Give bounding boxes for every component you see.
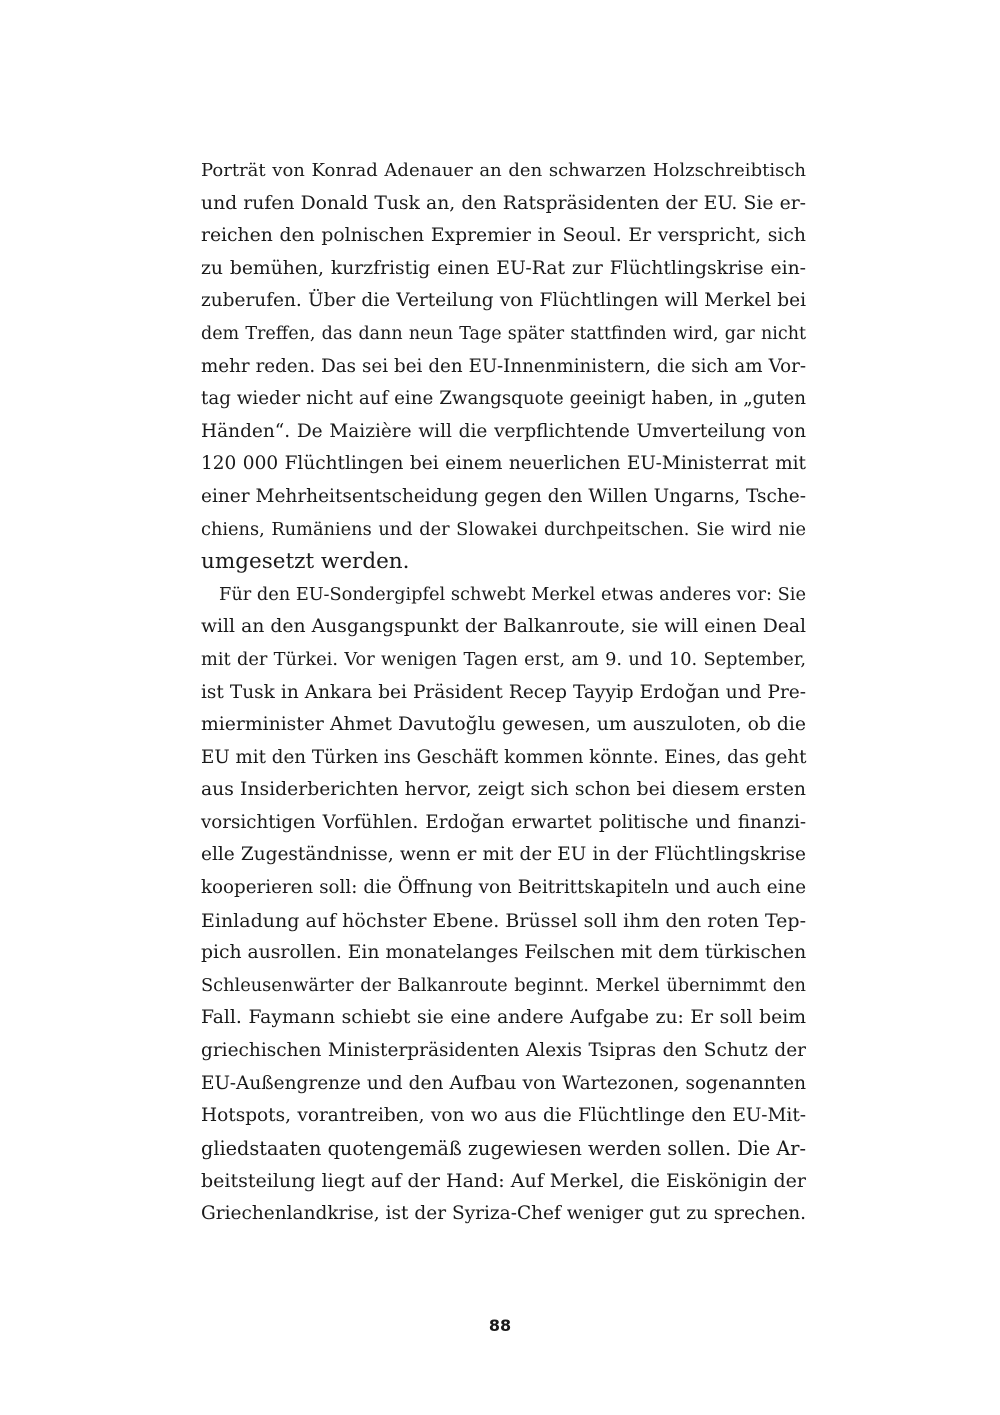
text-line: 120 000 Flüchtlingen bei einem neuerlichen EU-Ministerrat mit <box>201 453 806 475</box>
text-line: EU-Außengrenze und den Aufbau von Wartezonen, sogenannten <box>201 1072 806 1094</box>
text-line: dem Treffen, das dann neun Tage später stattfinden wird, gar nicht <box>201 323 806 344</box>
text-line: griechischen Ministerpräsidenten Alexis Tsipras den Schutz der <box>201 1040 806 1062</box>
text-line: Schleusenwärter der Balkanroute beginnt. Merkel übernimmt den <box>201 975 806 996</box>
text-line: und rufen Donald Tusk an, den Ratspräsidenten der EU. Sie er- <box>201 192 806 214</box>
text-line: ist Tusk in Ankara bei Präsident Recep Tayyip Erdoğan und Pre- <box>201 681 806 703</box>
text-line: Fall. Faymann schiebt sie eine andere Aufgabe zu: Er soll beim <box>201 1007 806 1029</box>
text-line: will an den Ausgangspunkt der Balkanroute, sie will einen Deal <box>201 616 806 638</box>
text-line: zu bemühen, kurzfristig einen EU-Rat zur Flüchtlingskrise ein- <box>201 257 806 279</box>
text-line: aus Insiderberichten hervor, zeigt sich schon bei diesem ersten <box>201 779 806 801</box>
text-line: reichen den polnischen Expremier in Seoul. Er verspricht, sich <box>201 225 806 247</box>
text-line: vorsichtigen Vorfühlen. Erdoğan erwartet politische und finanzi- <box>201 811 806 833</box>
text-line: Hotspots, vorantreiben, von wo aus die Flüchtlinge den EU-Mit- <box>201 1105 806 1127</box>
text-line: Griechenlandkrise, ist der Syriza-Chef weniger gut zu sprechen. <box>201 1203 806 1224</box>
body-text <box>201 155 806 1231</box>
text-line: beitsteilung liegt auf der Hand: Auf Merkel, die Eiskönigin der <box>201 1170 806 1193</box>
text-line: gliedstaaten quotengemäß zugewiesen werden sollen. Die Ar- <box>201 1136 806 1160</box>
text-line: Händen“. De Maizière will die verpflichtende Umverteilung von <box>201 420 806 442</box>
text-line: mit der Türkei. Vor wenigen Tagen erst, am 9. und 10. September, <box>201 649 806 670</box>
text-line: tag wieder nicht auf eine Zwangsquote geeinigt haben, in „guten <box>201 388 806 410</box>
text-line: EU mit den Türken ins Geschäft kommen könnte. Eines, das geht <box>201 746 807 768</box>
text-line: kooperieren soll: die Öffnung von Beitrittskapiteln und auch eine <box>201 877 806 899</box>
text-line: pich ausrollen. Ein monatelanges Feilschen mit dem türkischen <box>201 942 807 964</box>
page-number: 88 <box>488 1316 512 1335</box>
text-line: einer Mehrheitsentscheidung gegen den Willen Ungarns, Tsche- <box>201 485 806 507</box>
text-line: Einladung auf höchster Ebene. Brüssel soll ihm den roten Tep- <box>201 909 806 932</box>
text-line: umgesetzt werden. <box>201 549 410 575</box>
text-line: zuberufen. Über die Verteilung von Flüchtlingen will Merkel bei <box>201 290 806 312</box>
text-line: Für den EU-Sondergipfel schwebt Merkel etwas anderes vor: Sie <box>219 584 806 605</box>
text-line: Porträt von Konrad Adenauer an den schwarzen Holzschreibtisch <box>201 160 806 181</box>
text-line: elle Zugeständnisse, wenn er mit der EU in der Flüchtlingskrise <box>201 844 806 866</box>
text-line: mehr reden. Das sei bei den EU-Innenministern, die sich am Vor- <box>201 355 806 377</box>
text-line: chiens, Rumäniens und der Slowakei durchpeitschen. Sie wird nie <box>201 519 806 540</box>
text-line: mierminister Ahmet Davutoğlu gewesen, um auszuloten, ob die <box>201 714 806 736</box>
